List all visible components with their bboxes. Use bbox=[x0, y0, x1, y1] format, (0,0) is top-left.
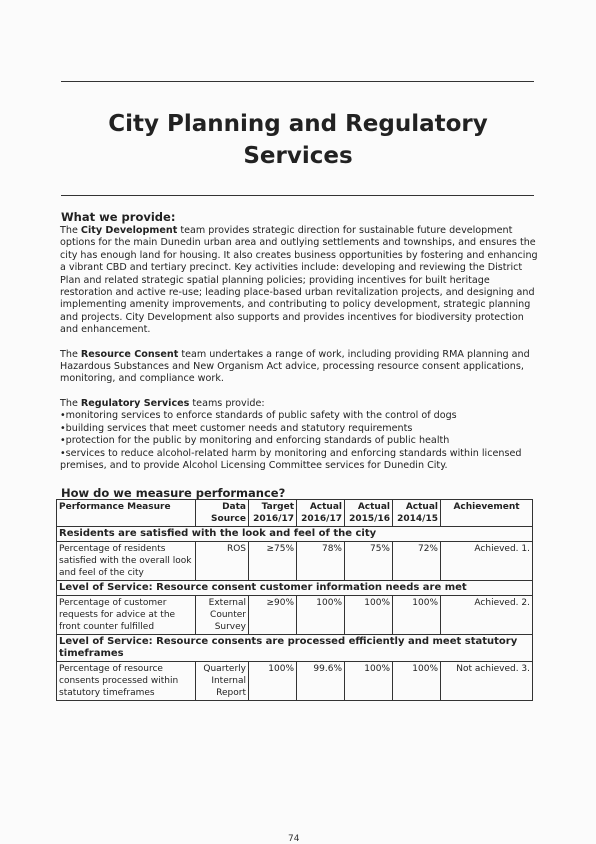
resource-consent-paragraph: The Resource Consent team undertakes a range of work, including providing RMA planning and Hazardous Substances and New Organism Act advice, processing resource consent applications, monitoring, and compliance work. bbox=[60, 348, 530, 385]
achievement-cell: Not achieved. 3. bbox=[441, 662, 533, 701]
section-title: Level of Service: Resource consents are processed efficiently and meet statutory timeframes bbox=[57, 635, 533, 662]
actual-2015-16-cell: 100% bbox=[345, 662, 393, 701]
resource-consent-term: Resource Consent bbox=[80, 348, 179, 360]
list-item: • building services that meet customer needs and statutory requirements bbox=[60, 423, 538, 435]
page-title bbox=[60, 108, 536, 172]
table-row bbox=[57, 542, 533, 581]
data-source-cell: Quarterly Internal Report bbox=[196, 662, 249, 701]
section-title: Level of Service: Resource consent customer information needs are met bbox=[57, 581, 533, 596]
regulatory-services-paragraph: The Regulatory Services teams provide: bbox=[60, 397, 265, 409]
header-data-source: Data Source bbox=[196, 500, 249, 527]
header-achievement: Achievement bbox=[441, 500, 533, 527]
title-line-2: Services bbox=[243, 143, 353, 169]
list-item: • services to reduce alcohol-related harm by monitoring and enforcing standards within licensed premises, and to provide Alcohol Licensing Committee services for Dunedin City. bbox=[60, 448, 538, 473]
actual-2015-16-cell: 100% bbox=[345, 596, 393, 635]
target-cell: 100% bbox=[249, 662, 297, 701]
target-cell: ≥90% bbox=[249, 596, 297, 635]
page-number: 74 bbox=[288, 834, 300, 844]
achievement-cell: Achieved. 1. bbox=[441, 542, 533, 581]
measure-cell: Percentage of customer requests for advice at the front counter fulfilled bbox=[57, 596, 196, 635]
actual-2014-15-cell: 100% bbox=[393, 596, 441, 635]
section-row bbox=[57, 527, 533, 542]
header-performance-measure: Performance Measure bbox=[57, 500, 196, 527]
list-item: • monitoring services to enforce standards of public safety with the control of dogs bbox=[60, 410, 538, 422]
regulatory-services-list bbox=[60, 410, 538, 472]
regulatory-services-term: Regulatory Services bbox=[80, 397, 190, 409]
target-cell: ≥75% bbox=[249, 542, 297, 581]
measure-cell: Percentage of residents satisfied with the overall look and feel of the city bbox=[57, 542, 196, 581]
actual-2015-16-cell: 75% bbox=[345, 542, 393, 581]
actual-2016-17-cell: 100% bbox=[297, 596, 345, 635]
city-development-paragraph: The City Development team provides strategic direction for sustainable future development options for the main Dunedin urban area and outlying settlements and townships, and ensures the city has enough land for housing. It also creates business opportunities by fostering and enhancing a vibrant CBD and tertiary precinct. Key activities include: developing and reviewing the District Plan and related strategic spatial planning policies; providing incentives for built heritage restoration and active re-use; leading place-based urban revitalization projects, and designing and implementing amenity improvements, and contributing to policy development, strategic planning and projects. City Development also supports and provides incentives for biodiversity protection and enhancement. bbox=[60, 225, 538, 336]
header-actual-2015-16: Actual 2015/16 bbox=[345, 500, 393, 527]
performance-table bbox=[56, 499, 533, 701]
measure-heading: How do we measure performance? bbox=[61, 486, 286, 500]
provide-body bbox=[60, 225, 538, 472]
measure-cell: Percentage of resource consents processed within statutory timeframes bbox=[57, 662, 196, 701]
section-row bbox=[57, 635, 533, 662]
table-row bbox=[57, 596, 533, 635]
section-title: Residents are satisfied with the look and feel of the city bbox=[57, 527, 533, 542]
what-we-provide-heading: What we provide: bbox=[61, 210, 176, 224]
city-development-term: City Development bbox=[80, 225, 178, 236]
header-actual-2016-17: Actual 2016/17 bbox=[297, 500, 345, 527]
table-header-row bbox=[57, 500, 533, 527]
actual-2014-15-cell: 72% bbox=[393, 542, 441, 581]
header-actual-2014-15: Actual 2014/15 bbox=[393, 500, 441, 527]
data-source-cell: External Counter Survey bbox=[196, 596, 249, 635]
header-target-2016-17: Target 2016/17 bbox=[249, 500, 297, 527]
list-item: • protection for the public by monitoring and enforcing standards of public health bbox=[60, 435, 538, 447]
data-source-cell: ROS bbox=[196, 542, 249, 581]
bottom-rule bbox=[61, 195, 534, 196]
table-row bbox=[57, 662, 533, 701]
achievement-cell: Achieved. 2. bbox=[441, 596, 533, 635]
actual-2016-17-cell: 99.6% bbox=[297, 662, 345, 701]
actual-2014-15-cell: 100% bbox=[393, 662, 441, 701]
actual-2016-17-cell: 78% bbox=[297, 542, 345, 581]
section-row bbox=[57, 581, 533, 596]
title-line-1: City Planning and Regulatory bbox=[108, 111, 488, 137]
top-rule bbox=[61, 81, 534, 82]
